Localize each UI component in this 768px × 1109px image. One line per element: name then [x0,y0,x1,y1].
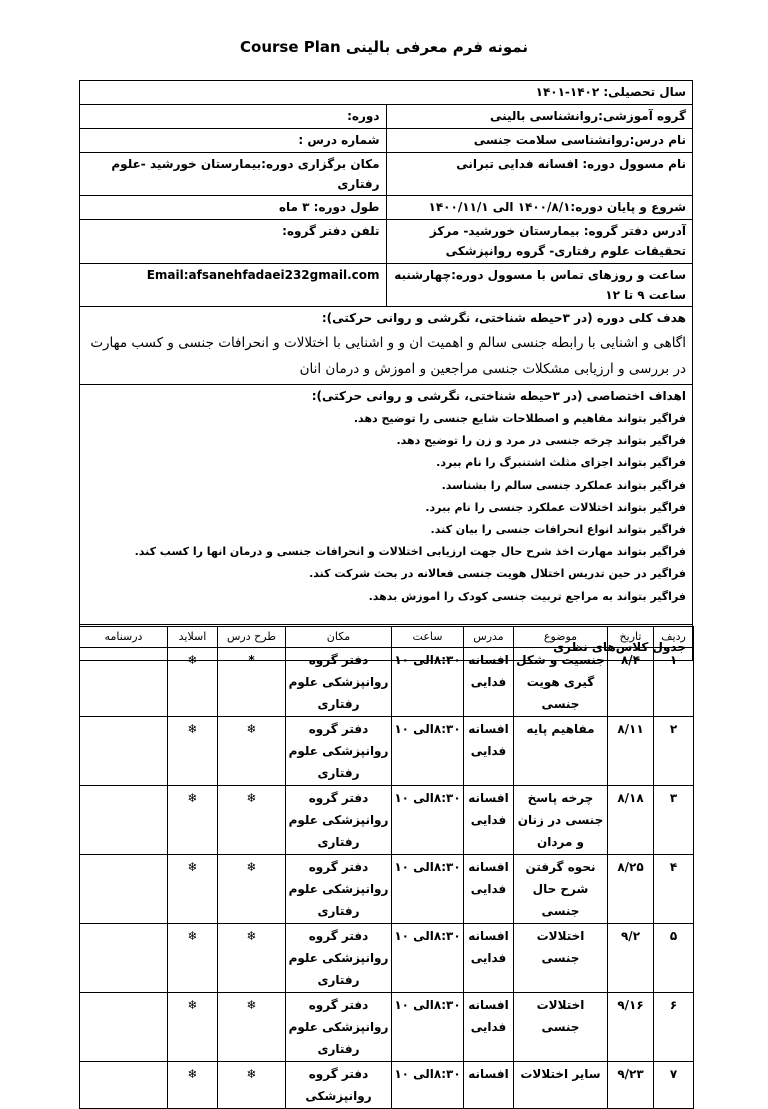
table-row [80,855,694,924]
row-lesson-plan: ❄ [218,993,286,1062]
header-teacher: مدرس [464,627,514,648]
row-topic: اختلالات جنسی [514,924,608,993]
row-topic: جنسیت و شکل گیری هویت جنسی [514,648,608,717]
header-place: مکان [286,627,392,648]
header-slide: اسلاید [168,627,218,648]
specific-goals-title: اهداف اختصاصی (در ۳حیطه شناختی، نگرشی و روانی حرکتی): [311,389,686,403]
header-row-num: ردیف [654,627,694,648]
schedule-header-row [80,627,694,648]
specific-goal-item: فراگیر بتواند به مراجع تربیت جنسی کودک را اموزش بدهد. [368,589,686,603]
course-info-table [79,80,693,661]
row-lesson-plan: ❄ [218,786,286,855]
specific-goals-cell [80,385,693,625]
specific-goal-item: فراگیر بتواند مهارت اخذ شرح حال جهت ارزیابی اختلالات و انحرافات جنسی و درمان انها را کسب کند. [134,545,686,559]
course-location: مکان برگزاری دوره:بیمارستان خورشید -علوم رفتاری [80,153,387,196]
general-goal-title: هدف کلی دوره (در ۳حیطه شناختی، نگرشی و روانی حرکتی): [321,311,686,325]
row-time: ۸:۳۰الی ۱۰ [392,855,464,924]
schedule-title: جدول کلاس‌های نظری [553,640,686,654]
table-row [80,717,694,786]
row-place: دفتر گروه روانپزشکی علوم رفتاری [286,993,392,1062]
schedule-table [79,626,694,1109]
row-date: ۹/۲۳ [608,1062,654,1109]
general-goal-cell [80,307,693,385]
row-date: ۸/۲۵ [608,855,654,924]
row-slide: ❄ [168,717,218,786]
page-title: نمونه فرم معرفی بالینی Course Plan [240,38,528,56]
row-teacher: افسانه فدایی [464,855,514,924]
row-num: ۷ [654,1062,694,1109]
course-duration: طول دوره: ۳ ماه [80,196,387,220]
office-address: آدرس دفتر گروه: بیمارستان خورشید- مرکز تحقیقات علوم رفتاری- گروه روانپزشکی [386,220,693,264]
row-num: ۱ [654,648,694,717]
email-cell [80,264,387,307]
row-place: دفتر گروه روانپزشکی علوم رفتاری [286,786,392,855]
table-row [80,786,694,855]
row-topic: نحوه گرفتن شرح حال جنسی [514,855,608,924]
row-lesson-plan: ❄ [218,717,286,786]
row-notes [80,648,168,717]
row-topic: اختلالات جنسی [514,993,608,1062]
header-topic: موضوع [514,627,608,648]
row-slide: ❄ [168,1062,218,1109]
row-place: دفتر گروه روانپزشکی علوم رفتاری [286,855,392,924]
row-teacher: افسانه فدایی [464,717,514,786]
row-date: ۸/۱۱ [608,717,654,786]
specific-goal-item: فراگیر بتواند اجزای مثلث اشتنبرگ را نام ببرد. [436,456,686,470]
row-notes [80,924,168,993]
row-slide: ❄ [168,786,218,855]
row-num: ۶ [654,993,694,1062]
table-row [80,924,694,993]
header-time: ساعت [392,627,464,648]
course-dates: شروع و پایان دوره:۱۴۰۰/۸/۱ الی ۱۴۰۰/۱۱/۱ [386,196,693,220]
row-slide: ❄ [168,993,218,1062]
row-time: ۸:۳۰الی ۱۰ [392,786,464,855]
row-notes [80,786,168,855]
row-time: ۸:۳۰الی ۱۰ [392,1062,464,1109]
row-num: ۲ [654,717,694,786]
row-teacher: افسانه فدایی [464,993,514,1062]
email-address[interactable]: Email:afsanehfadaei232gmail.com [146,268,380,282]
specific-goal-item: فراگیر بتواند اختلالات عملکرد جنسی را نام ببرد. [425,500,686,514]
row-teacher: افسانه [464,1062,514,1109]
specific-goal-item: فراگیر بتواند مفاهیم و اصطلاحات شایع جنسی را توضیح دهد. [353,412,686,425]
row-lesson-plan: ❄ [218,924,286,993]
course-number: شماره درس : [80,129,387,153]
row-notes [80,1062,168,1109]
row-notes [80,855,168,924]
academic-year: سال تحصیلی: ۱۴۰۲-۱۴۰۱ [80,81,693,105]
row-date: ۹/۱۶ [608,993,654,1062]
row-teacher: افسانه فدایی [464,786,514,855]
header-notes: درسنامه [80,627,168,648]
row-topic: مفاهیم پایه [514,717,608,786]
course-name: نام درس:روانشناسی سلامت جنسی [386,129,693,153]
row-time: ۸:۳۰الی ۱۰ [392,648,464,717]
specific-goal-item: فراگیر بتواند انواع انحرافات جنسی را بیان کند. [430,523,686,537]
row-teacher: افسانه فدایی [464,924,514,993]
row-lesson-plan: ❄ [218,855,286,924]
specific-goal-item: فراگیر در حین تدریس اختلال هویت جنسی فعالانه در بحث شرکت کند. [309,567,686,581]
row-topic: چرخه پاسخ جنسی در زنان و مردان [514,786,608,855]
row-num: ۴ [654,855,694,924]
row-date: ۸/۱۸ [608,786,654,855]
row-num: ۵ [654,924,694,993]
row-place: دفتر گروه روانپزشکی علوم رفتاری [286,717,392,786]
row-slide: ❄ [168,648,218,717]
row-notes [80,993,168,1062]
row-date: ۹/۲ [608,924,654,993]
row-notes [80,717,168,786]
table-row [80,648,694,717]
term: دوره: [80,105,387,129]
row-lesson-plan: * [218,648,286,717]
row-place: دفتر گروه روانپزشکی علوم رفتاری [286,924,392,993]
row-time: ۸:۳۰الی ۱۰ [392,993,464,1062]
contact-hours: ساعت و روزهای تماس با مسوول دوره:چهارشنبه ساعت ۹ تا ۱۲ [386,264,693,307]
specific-goal-item: فراگیر بتواند چرخه جنسی در مرد و زن را توضیح دهد. [396,434,686,448]
row-time: ۸:۳۰الی ۱۰ [392,717,464,786]
academic-group: گروه آموزشی:روانشناسی بالینی [386,105,693,129]
row-lesson-plan: ❄ [218,1062,286,1109]
row-num: ۳ [654,786,694,855]
row-date: ۸/۴ [608,648,654,717]
course-instructor: نام مسوول دوره: افسانه فدایی تبرانی [386,153,693,196]
general-goal-text: اگاهی و اشنایی با رابطه جنسی سالم و اهمیت ان و و اشنایی با اختلالات و انحرافات جنسی و کسب مهارت در بررسی و ارزیابی مشکلات جنسی مراجعین و اموزش و درمان انان [90,335,686,377]
header-lesson-plan: طرح درس [218,627,286,648]
header-date: تاریخ [608,627,654,648]
row-slide: ❄ [168,855,218,924]
row-place: دفتر گروه روانپزشکی [286,1062,392,1109]
table-row [80,1062,694,1109]
specific-goal-item: فراگیر بتواند عملکرد جنسی سالم را بشناسد. [441,478,686,492]
row-teacher: افسانه فدایی [464,648,514,717]
row-topic: سایر اختلالات [514,1062,608,1109]
row-slide: ❄ [168,924,218,993]
row-place: دفتر گروه روانپزشکی علوم رفتاری [286,648,392,717]
table-row [80,993,694,1062]
office-phone: تلفن دفتر گروه: [80,220,387,264]
row-time: ۸:۳۰الی ۱۰ [392,924,464,993]
